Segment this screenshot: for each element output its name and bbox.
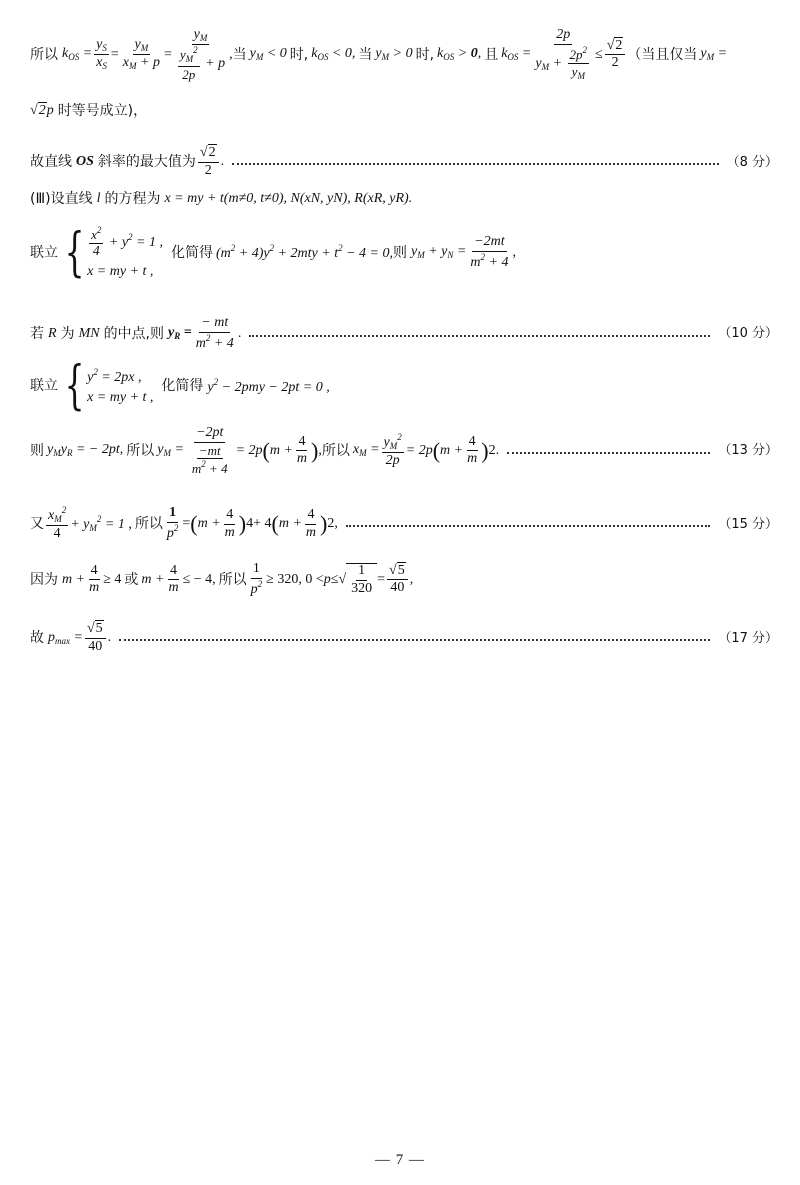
math-sub: R: [395, 191, 405, 206]
fraction: 2p $y_M$ + $\frac{2p^2}{y_M}$: [535, 27, 588, 81]
fraction: $y_M$ $\frac{y_M^2}{2p}$ + p: [179, 27, 226, 82]
math-sub: N: [310, 191, 321, 206]
text: 因为: [30, 571, 58, 588]
score-label: （17 分）: [718, 630, 778, 646]
line-5: 联立 { $\frac{x^2}{4}$ + $y^2 = 1$ , x = my + t , 化简得 $(m^2 + 4)y^2 + 2mty + t^2 - 4 = 0$, 则 $y_M + y_N$ = $\frac{-2mt}{m^2 + 4}$ ,: [30, 222, 516, 283]
fraction: $\frac{y_S}{x_S}$: [96, 36, 107, 72]
text: 的方程为: [104, 191, 161, 207]
text: 且: [484, 46, 499, 63]
text: 故: [30, 630, 44, 647]
text: 故直线: [30, 154, 72, 171]
text: 所以: [321, 442, 350, 459]
fraction: $\frac{y_M}{x_M + p}$: [122, 36, 160, 72]
text: 斜率的最大值为: [97, 154, 196, 171]
text: （当且仅当: [627, 46, 698, 63]
line-3: 故直线 OS 斜率的最大值为 $\frac{√2}{2}$ . （8 分）: [30, 145, 778, 178]
page-number: — 7 —: [375, 1152, 425, 1168]
math-sub: R: [373, 191, 383, 206]
score-label: （15 分）: [718, 516, 778, 532]
text: 则: [393, 244, 408, 261]
line-7: 联立 { $y^2 = 2px$ , x = my + t , 化简得 $y^2 - 2pmy - 2pt = 0$ ,: [30, 356, 330, 416]
text: 当: [232, 46, 247, 63]
dotted-leader: [119, 639, 710, 641]
text: 联立: [30, 244, 58, 261]
text: 的中点,则: [103, 325, 165, 342]
line-9: 又 $\frac{x_M^2}{4}$ + $y_M^2 = 1$ , 所以 $\frac{1}{p^2}$ = ( m + $\frac{4}{m}$ ) 4 + 4 ( m + $\frac{4}{m}$ ) 2 , （15 分）: [30, 505, 778, 542]
text: 联立: [30, 378, 58, 394]
math: , y: [320, 191, 334, 206]
text: MN: [78, 325, 100, 341]
text: 若: [30, 325, 44, 342]
text: 当: [358, 46, 373, 63]
text: 又: [30, 516, 44, 533]
text: l: [96, 191, 101, 206]
math-sub: N: [333, 191, 343, 206]
math: ), R(x: [342, 191, 374, 206]
math: ).: [404, 191, 413, 206]
fraction: $\frac{√2}{2}$: [605, 39, 626, 71]
line-6: 若 R 为 MN 的中点,则 $y_R$ = $\frac{- mt}{m^2 + 4}$ . （10 分）: [30, 315, 778, 351]
text: 所以: [218, 571, 247, 588]
math: $k_{OS}$ =: [62, 46, 93, 63]
dotted-leader: [507, 452, 710, 454]
text: (Ⅲ)设直线: [30, 191, 93, 207]
dotted-leader: [346, 525, 710, 527]
text: 所以: [30, 46, 58, 63]
text: 时,: [415, 46, 435, 63]
text: 化简得: [171, 244, 213, 261]
fraction: $\frac{√2}{2}$: [198, 146, 219, 178]
line-2: √2p 时等号成立)，: [30, 103, 148, 119]
line-8: 则 $y_My_R$ = − 2pt, 所以 $y_M$ = $\frac{-2pt}{\frac{-mt}{m^2 + 4}}$ = 2p ( m + $\frac{4}{m}$ ) , 所以 $x_M$ = $\frac{y_M^2}{2p}$ = 2p ( m + $\frac{4}{m}$ ) 2 . （13 分）: [30, 425, 778, 477]
fraction: $\frac{-2mt}{m^2 + 4}$: [470, 233, 509, 270]
line-1: 所以 $k_{OS}$ = $\frac{y_S}{x_S}$ = $\frac{y_M}{x_M + p}$ = $y_M$ $\frac{y_M^2}{2p}$ + p , 当 $y_M < 0$ 时, $k_{OS} < 0$, 当 $y_M > 0$ 时, $k_{OS} > 0$, 且 $k_{OS}$ = 2p $y_M$ + $\frac{2p^2}{y_M}$ ≤ $\frac{√2}{2}$ （当且仅当 $y_M$ =: [30, 27, 728, 82]
text: OS: [76, 154, 94, 170]
score-label: （8 分）: [726, 154, 778, 170]
text: 为: [60, 325, 75, 342]
line-10: 因为 m + $\frac{4}{m}$ ≥ 4 或 m + $\frac{4}{m}$ ≤ − 4, 所以 $\frac{1}{p^2}$ ≥ 320, 0 < p ≤ √ $\frac{1}{320}$ = $\frac{√5}{40}$ ,: [30, 561, 414, 597]
text: 所以: [126, 442, 155, 459]
math: x = my + t(m≠0, t≠0), N(x: [164, 191, 311, 206]
equation-system: { $y^2 = 2px$ , x = my + t ,: [64, 356, 154, 416]
equation-system: { $\frac{x^2}{4}$ + $y^2 = 1$ , x = my + t ,: [64, 222, 163, 283]
score-label: （10 分）: [718, 326, 778, 342]
text: 所以: [134, 516, 163, 533]
fraction: $\frac{-2pt}{\frac{-mt}{m^2 + 4}}$: [191, 425, 228, 477]
score-label: （13 分）: [718, 443, 778, 459]
text: 时等号成立)，: [57, 103, 148, 119]
line-4: [30, 192, 778, 206]
text: R: [48, 325, 57, 341]
text: 化简得: [161, 378, 204, 394]
fraction: $\frac{- mt}{m^2 + 4}$: [195, 315, 234, 351]
dotted-leader: [249, 335, 710, 337]
line-11: 故 $p_{max}$ = $\frac{√5}{40}$ . （17 分）: [30, 621, 778, 654]
math: , y: [382, 191, 396, 206]
dotted-leader: [232, 163, 719, 165]
text: 时,: [289, 46, 309, 63]
text: 则: [30, 442, 44, 459]
text: 或: [124, 571, 139, 588]
